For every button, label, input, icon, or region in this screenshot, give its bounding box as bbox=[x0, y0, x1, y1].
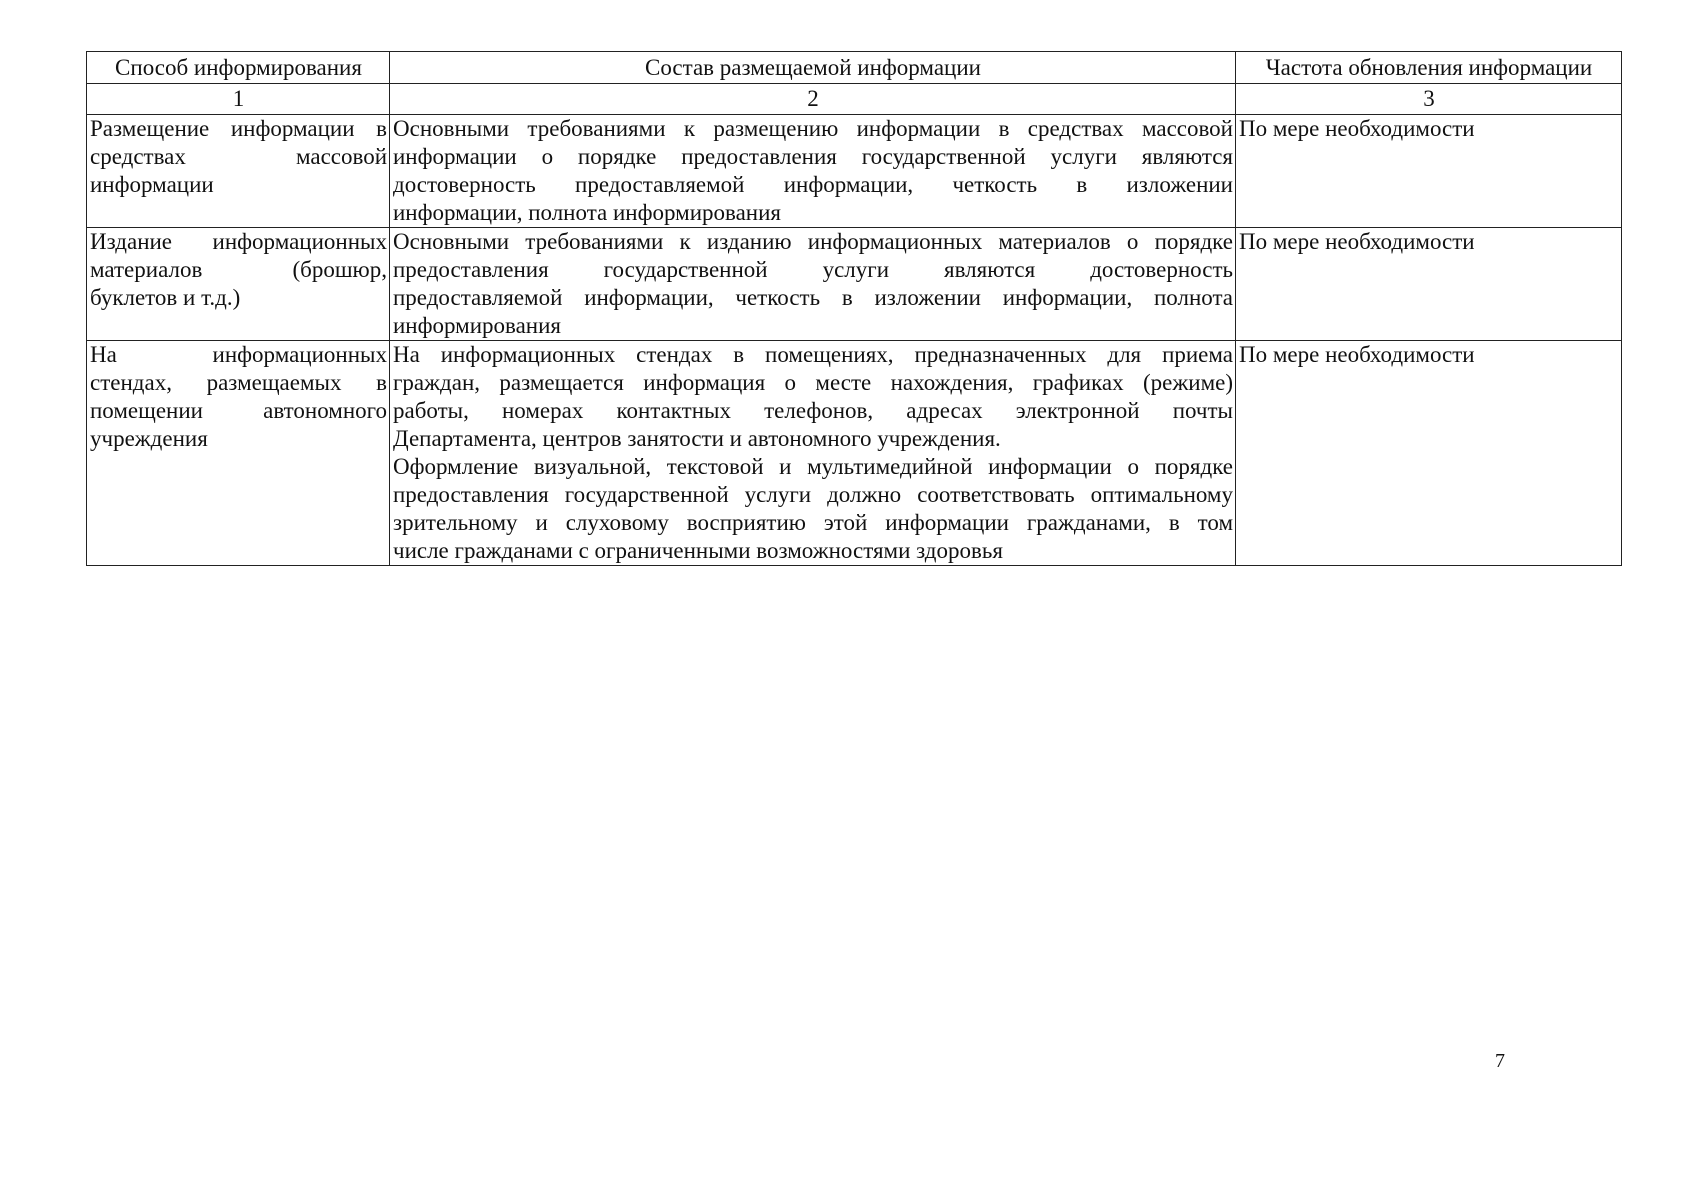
column-number-2: 2 bbox=[390, 84, 1236, 115]
method-line: стендах, размещаемых в bbox=[90, 370, 387, 395]
content-line: информации, полнота информирования bbox=[393, 200, 781, 225]
content-line: числе гражданами с ограниченными возможностями здоровья bbox=[393, 538, 1003, 563]
frequency-cell: По мере необходимости bbox=[1236, 115, 1622, 228]
header-method: Способ информирования bbox=[87, 52, 390, 84]
header-content: Состав размещаемой информации bbox=[390, 52, 1236, 84]
frequency-cell: По мере необходимости bbox=[1236, 341, 1622, 566]
content-cell bbox=[390, 341, 1236, 566]
content-line: зрительному и слуховому восприятию этой информации гражданами, в том bbox=[393, 510, 1233, 535]
content-line: На информационных стендах в помещениях, предназначенных для приема bbox=[393, 342, 1233, 367]
content-paragraph bbox=[393, 228, 1233, 340]
frequency-cell: По мере необходимости bbox=[1236, 228, 1622, 341]
method-line: Издание информационных bbox=[90, 229, 387, 254]
method-line: информации bbox=[90, 172, 214, 197]
content-paragraph bbox=[393, 453, 1233, 565]
content-line: информации о порядке предоставления государственной услуги являются bbox=[393, 144, 1233, 169]
content-line: работы, номерах контактных телефонов, адресах электронной почты bbox=[393, 398, 1233, 423]
method-line: материалов (брошюр, bbox=[90, 257, 387, 282]
content-line: Оформление визуальной, текстовой и мультимедийной информации о порядке bbox=[393, 454, 1233, 479]
table-row bbox=[87, 228, 1622, 341]
table-row bbox=[87, 341, 1622, 566]
method-line: На информационных bbox=[90, 342, 387, 367]
content-line: предоставления государственной услуги являются достоверность bbox=[393, 257, 1233, 282]
content-line: Основными требованиями к размещению информации в средствах массовой bbox=[393, 116, 1233, 141]
column-number-row bbox=[87, 84, 1622, 115]
content-line: Основными требованиями к изданию информационных материалов о порядке bbox=[393, 229, 1233, 254]
content-cell bbox=[390, 228, 1236, 341]
header-frequency: Частота обновления информации bbox=[1236, 52, 1622, 84]
content-line: Департамента, центров занятости и автономного учреждения. bbox=[393, 426, 1001, 451]
table-row bbox=[87, 115, 1622, 228]
content-line: информирования bbox=[393, 313, 561, 338]
column-number-1: 1 bbox=[87, 84, 390, 115]
method-line: учреждения bbox=[90, 426, 208, 451]
method-line: помещении автономного bbox=[90, 398, 387, 423]
content-paragraph bbox=[393, 115, 1233, 227]
method-cell bbox=[87, 341, 390, 566]
content-line: предоставления государственной услуги должно соответствовать оптимальному bbox=[393, 482, 1233, 507]
method-line: средствах массовой bbox=[90, 144, 387, 169]
method-cell bbox=[87, 228, 390, 341]
content-line: предоставляемой информации, четкость в изложении информации, полнота bbox=[393, 285, 1233, 310]
content-line: граждан, размещается информация о месте нахождения, графиках (режиме) bbox=[393, 370, 1233, 395]
page-number: 7 bbox=[1495, 1050, 1505, 1072]
method-line: буклетов и т.д.) bbox=[90, 285, 241, 310]
column-number-3: 3 bbox=[1236, 84, 1622, 115]
content-line: достоверность предоставляемой информации, четкость в изложении bbox=[393, 172, 1233, 197]
header-row bbox=[87, 52, 1622, 84]
method-line: Размещение информации в bbox=[90, 116, 387, 141]
information-table bbox=[86, 51, 1622, 566]
method-cell bbox=[87, 115, 390, 228]
content-cell bbox=[390, 115, 1236, 228]
content-paragraph bbox=[393, 341, 1233, 453]
